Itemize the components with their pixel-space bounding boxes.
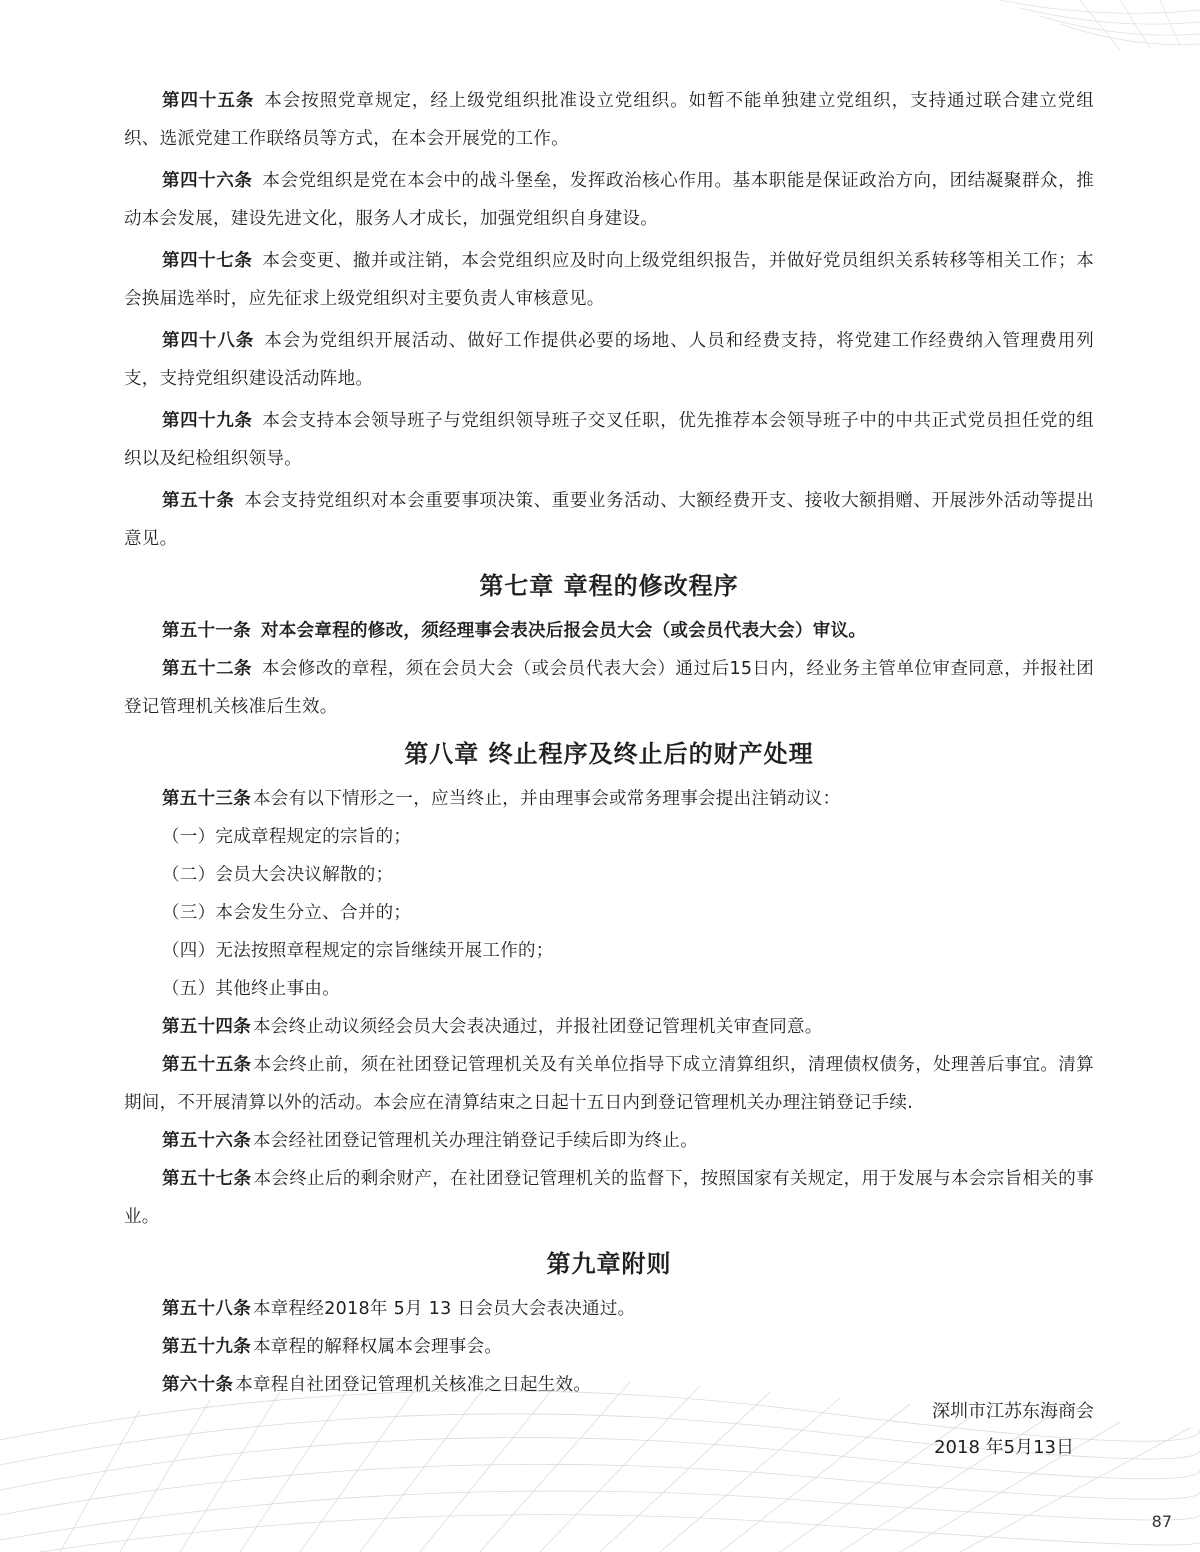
article-text: 本会支持党组织对本会重要事项决策、重要业务活动、大额经费开支、接收大额捐赠、开展涉外活动等提出意见。 (124, 491, 1094, 549)
article-56 (124, 1122, 1094, 1160)
article-53 (124, 780, 1094, 818)
article-label: 第五十四条 (162, 1017, 251, 1037)
list-item: （五）其他终止事由。 (162, 979, 340, 999)
article-text: 本会经社团登记管理机关办理注销登记手续后即为终止。 (253, 1131, 698, 1151)
article-label: 第五十九条 (162, 1337, 251, 1357)
article-54 (124, 1008, 1094, 1046)
article-text: 本会为党组织开展活动、做好工作提供必要的场地、人员和经费支持，将党建工作经费纳入管理费用列支，支持党组织建设活动阵地。 (124, 331, 1094, 389)
article-52 (124, 650, 1094, 726)
list-item: （三）本会发生分立、合并的； (162, 903, 412, 923)
article-55 (124, 1046, 1094, 1122)
article-label: 第四十七条 (162, 251, 253, 271)
article-text: 本章程自社团登记管理机关核准之日起生效。 (235, 1375, 592, 1395)
chapter-8-title: 第八章 终止程序及终止后的财产处理 (404, 740, 814, 768)
article-50 (124, 482, 1094, 558)
article-label: 第五十八条 (162, 1299, 251, 1319)
article-label: 第五十三条 (162, 789, 251, 809)
article-59 (124, 1328, 1094, 1366)
article-text: 本会支持本会领导班子与党组织领导班子交叉任职，优先推荐本会领导班子中的中共正式党员担任党的组织以及纪检组织领导。 (124, 411, 1095, 469)
article-text: 本章程经2018年 5月 13 日会员大会表决通过。 (253, 1299, 636, 1319)
article-text: 本会党组织是党在本会中的战斗堡垒，发挥政治核心作用。基本职能是保证政治方向，团结凝聚群众，推动本会发展，建设先进文化，服务人才成长，加强党组织自身建设。 (124, 171, 1095, 229)
list-item: （二）会员大会决议解散的； (162, 865, 394, 885)
article-label: 第四十六条 (162, 171, 253, 191)
article-text: 本会修改的章程，须在会员大会（或会员代表大会）通过后15日内，经业务主管单位审查同意，并报社团登记管理机关核准后生效。 (124, 659, 1094, 717)
article-label: 第五十二条 (162, 659, 252, 679)
article-text: 本会终止前，须在社团登记管理机关及有关单位指导下成立清算组织，清理债权债务，处理善后事宜。清算期间，不开展清算以外的活动。本会应在清算结束之日起十五日内到登记管理机关办理注销登记手续. (124, 1055, 1094, 1113)
article-51 (124, 612, 1094, 650)
article-text: 本会终止动议须经会员大会表决通过，并报社团登记管理机关审查同意。 (253, 1017, 823, 1037)
article-label: 第五十七条 (162, 1169, 252, 1189)
article-text: 本会终止后的剩余财产，在社团登记管理机关的监督下，按照国家有关规定，用于发展与本会宗旨相关的事业。 (124, 1169, 1094, 1227)
article-label: 第五十六条 (162, 1131, 251, 1151)
article-57 (124, 1160, 1094, 1236)
article-text: 本会变更、撤并或注销，本会党组织应及时向上级党组织报告，并做好党员组织关系转移等相关工作；本会换届选举时，应先征求上级党组织对主要负责人审核意见。 (124, 251, 1095, 309)
page-number: 87 (1151, 1512, 1172, 1531)
article-58 (124, 1290, 1094, 1328)
article-label: 第五十五条 (162, 1055, 252, 1075)
article-label: 第四十五条 (162, 91, 255, 111)
article-47 (124, 242, 1094, 318)
article-label: 第四十九条 (162, 411, 253, 431)
article-45 (124, 82, 1094, 158)
list-item: （四）无法按照章程规定的宗旨继续开展工作的； (162, 941, 554, 961)
chapter-7-title: 第七章 章程的修改程序 (479, 572, 739, 600)
article-text: 本章程的解释权属本会理事会。 (253, 1337, 503, 1357)
article-label: 第五十条 (162, 491, 235, 511)
article-48 (124, 322, 1094, 398)
article-text: 本会按照党章规定，经上级党组织批准设立党组织。如暂不能单独建立党组织，支持通过联合建立党组织、选派党建工作联络员等方式，在本会开展党的工作。 (124, 91, 1094, 149)
signature-date: 2018 年5月13日 (934, 1437, 1074, 1458)
article-text: 本会有以下情形之一，应当终止，并由理事会或常务理事会提出注销动议： (253, 789, 841, 809)
signature-organization: 深圳市江苏东海商会 (932, 1401, 1094, 1422)
article-46 (124, 162, 1094, 238)
article-label: 第四十八条 (162, 331, 255, 351)
article-text: 对本会章程的修改，须经理事会表决后报会员大会（或会员代表大会）审议。 (261, 621, 867, 641)
main-text (124, 82, 1094, 1404)
list-item: （一）完成章程规定的宗旨的； (162, 827, 412, 847)
article-label: 第六十条 (162, 1375, 234, 1395)
chapter-9-title: 第九章附则 (546, 1250, 672, 1278)
article-label: 第五十一条 (162, 621, 251, 641)
article-49 (124, 402, 1094, 478)
